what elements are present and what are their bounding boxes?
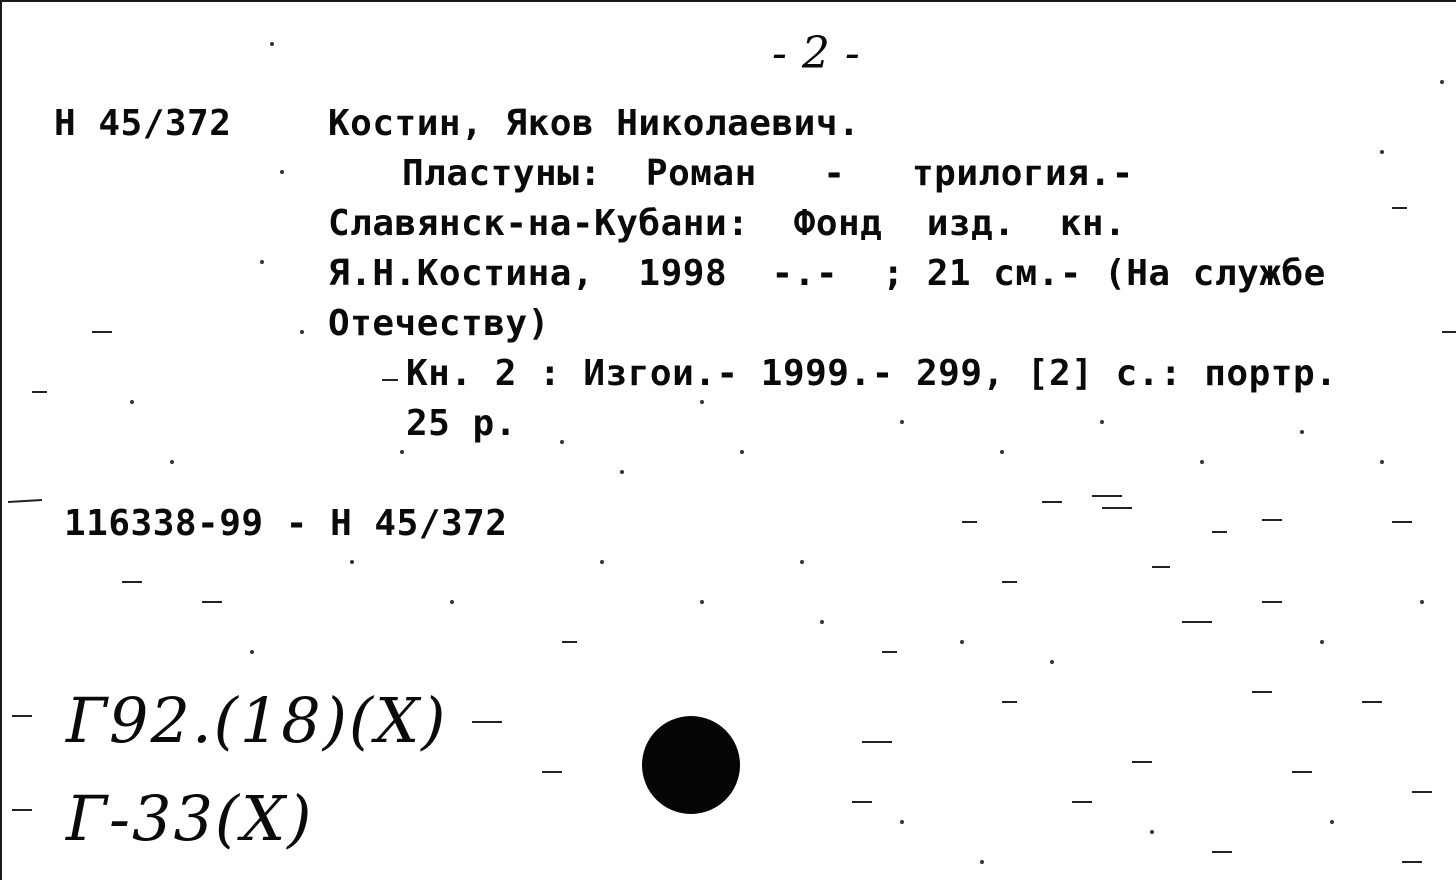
- title-line: Пластуны: Роман - трилогия.-: [402, 153, 1134, 194]
- call-number: Н 45/372: [54, 103, 232, 144]
- publisher-line: Славянск-на-Кубани: Фонд изд. кн.: [328, 203, 1127, 244]
- scan-noise: [2, 2, 1456, 882]
- handwritten-classification-1: Г92.(18)(Х): [66, 684, 448, 757]
- volume-line: Кн. 2 : Изгои.- 1999.- 299, [2] с.: портр.: [406, 353, 1338, 394]
- author-line: Костин, Яков Николаевич.: [328, 103, 861, 144]
- accession-number: 116338-99 - Н 45/372: [64, 503, 508, 544]
- imprint-line: Я.Н.Костина, 1998 -.- ; 21 см.- (На службе: [328, 253, 1326, 294]
- page-number: - 2 -: [772, 28, 861, 79]
- handwritten-classification-2: Г-33(Х): [66, 782, 314, 855]
- price-line: 25 р.: [406, 403, 517, 444]
- series-line: Отечеству): [328, 303, 550, 344]
